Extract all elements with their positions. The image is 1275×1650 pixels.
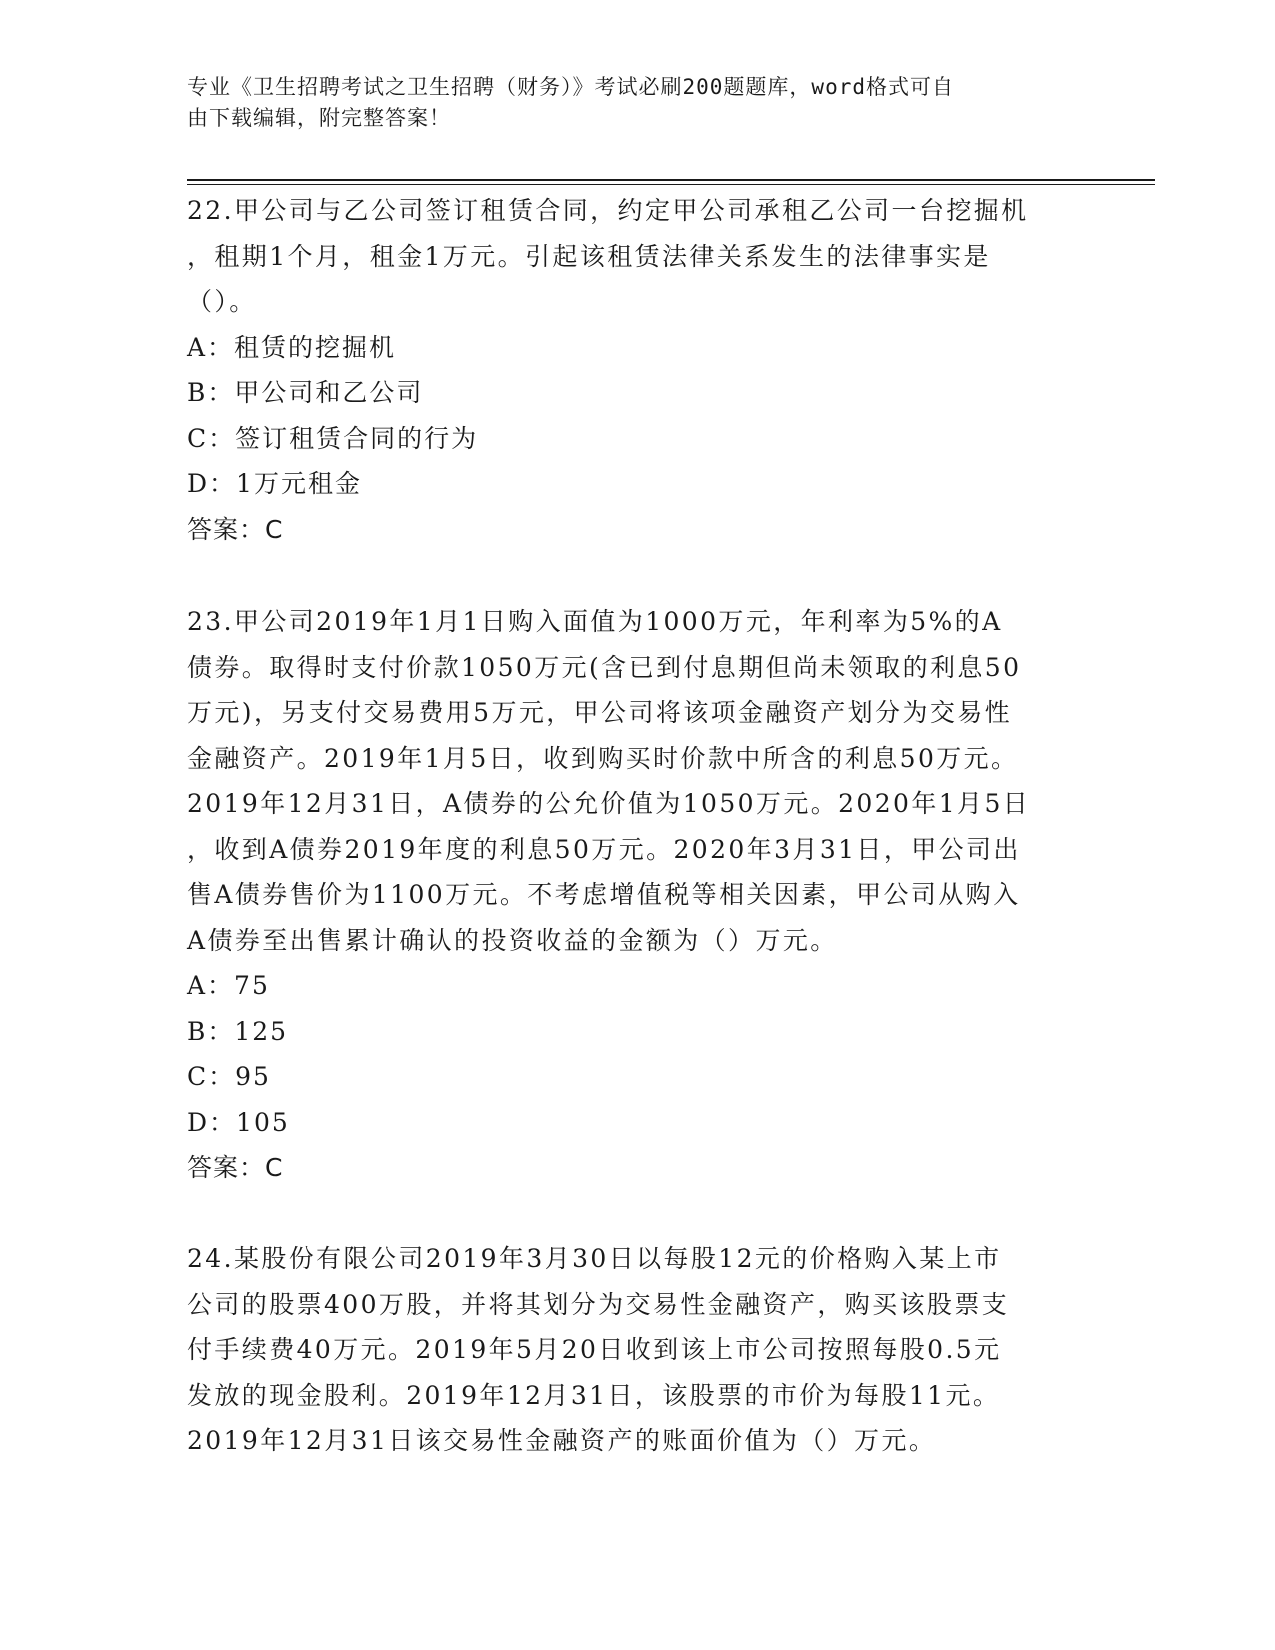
stem-line: ，收到A债券2019年度的利息50万元。2020年3月31日，甲公司出 bbox=[187, 834, 1021, 864]
answer-line: 答案：C bbox=[187, 514, 284, 544]
option-c: C：签订租赁合同的行为 bbox=[187, 423, 479, 453]
question-24 bbox=[187, 1236, 1087, 1464]
stem-line: 发放的现金股利。2019年12月31日，该股票的市价为每股11元。 bbox=[187, 1380, 1001, 1410]
stem-line: 付手续费40万元。2019年5月20日收到该上市公司按照每股0.5元 bbox=[187, 1335, 1002, 1364]
stem-line: 2019年12月31日，A债券的公允价值为1050万元。2020年1月5日 bbox=[187, 789, 1031, 818]
header-line-1: 专业《卫生招聘考试之卫生招聘（财务）》考试必刷200题题库，word格式可自 bbox=[187, 75, 954, 99]
option-a: A：租赁的挖掘机 bbox=[187, 332, 397, 362]
stem-line: A债券至出售累计确认的投资收益的金额为（）万元。 bbox=[187, 925, 838, 955]
stem-line: 2019年12月31日该交易性金融资产的账面价值为（）万元。 bbox=[187, 1426, 937, 1455]
header-divider-thin bbox=[187, 184, 1155, 185]
question-23 bbox=[187, 599, 1087, 1191]
option-list bbox=[187, 963, 1087, 1145]
stem-line: 万元)，另支付交易费用5万元，甲公司将该项金融资产划分为交易性 bbox=[187, 698, 1013, 727]
option-d: D：1万元租金 bbox=[187, 469, 362, 498]
option-b: B：甲公司和乙公司 bbox=[187, 378, 424, 407]
stem-line: 金融资产。2019年1月5日，收到购买时价款中所含的利息50万元。 bbox=[187, 743, 1019, 773]
stem-line: ，租期1个月，租金1万元。引起该租赁法律关系发生的法律事实是 bbox=[187, 241, 991, 271]
question-stem bbox=[187, 1236, 1087, 1464]
stem-line: 23.甲公司2019年1月1日购入面值为1000万元，年利率为5%的A bbox=[187, 607, 1003, 636]
question-stem bbox=[187, 599, 1087, 963]
option-list bbox=[187, 325, 1087, 507]
question-22 bbox=[187, 188, 1087, 552]
document-header bbox=[187, 72, 1067, 134]
stem-line: 22.甲公司与乙公司签订租赁合同，约定甲公司承租乙公司一台挖掘机 bbox=[187, 196, 1029, 225]
stem-line: 债券。取得时支付价款1050万元(含已到付息期但尚未领取的利息50 bbox=[187, 652, 1022, 682]
stem-line: 公司的股票400万股，并将其划分为交易性金融资产，购买该股票支 bbox=[187, 1289, 1010, 1319]
header-line-2: 由下载编辑，附完整答案！ bbox=[187, 106, 451, 130]
option-b: B：125 bbox=[187, 1016, 289, 1046]
option-a: A：75 bbox=[187, 971, 270, 1000]
option-d: D：105 bbox=[187, 1107, 290, 1137]
question-stem bbox=[187, 188, 1087, 325]
answer-line: 答案：C bbox=[187, 1153, 284, 1182]
stem-line: （）。 bbox=[187, 287, 257, 316]
stem-line: 24.某股份有限公司2019年3月30日以每股12元的价格购入某上市 bbox=[187, 1244, 1002, 1273]
option-c: C：95 bbox=[187, 1062, 271, 1091]
header-divider-thick bbox=[187, 179, 1155, 181]
stem-line: 售A债券售价为1100万元。不考虑增值税等相关因素，甲公司从购入 bbox=[187, 880, 1021, 909]
